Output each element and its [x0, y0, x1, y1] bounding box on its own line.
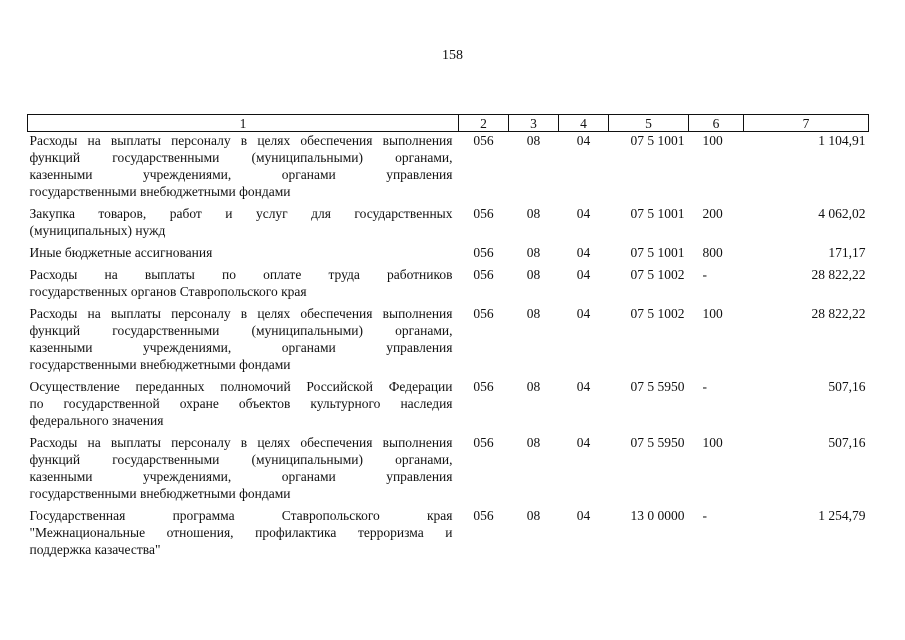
- subsection-code: 04: [576, 245, 591, 260]
- description-line: "Межнациональные отношения, профилактика терроризма и: [29, 525, 453, 540]
- target-article-code: 07 5 5950: [630, 435, 685, 450]
- section-code: 08: [526, 245, 541, 260]
- description-line: государственными внебюджетными фондами: [29, 357, 291, 372]
- section-code: 08: [526, 306, 541, 321]
- description-line: функций государственными (муниципальными) органами,: [29, 150, 453, 165]
- subsection-code: 04: [576, 267, 591, 282]
- row-description: [28, 266, 459, 305]
- amount: 4 062,02: [818, 206, 866, 221]
- amount: 507,16: [828, 379, 866, 394]
- section-code: 08: [526, 133, 541, 148]
- description-line: (муниципальных) нужд: [29, 223, 166, 238]
- subsection-code: 04: [576, 379, 591, 394]
- row-description: [28, 507, 459, 563]
- ministry-code: 056: [473, 245, 494, 260]
- column-header-6: 6: [689, 115, 744, 132]
- section-code: 08: [526, 508, 541, 523]
- description-line: Расходы на выплаты по оплате труда работников: [29, 267, 453, 282]
- description-line: казенными учреждениями, органами управления: [29, 167, 453, 182]
- table-row: [28, 266, 869, 305]
- target-article-code: 07 5 1001: [630, 206, 685, 221]
- description-line: казенными учреждениями, органами управления: [29, 340, 453, 355]
- subsection-code: 04: [576, 306, 591, 321]
- table-body: [28, 132, 869, 564]
- subsection-code: 04: [576, 435, 591, 450]
- column-header-7: 7: [744, 115, 869, 132]
- description-line: поддержка казачества": [29, 542, 161, 557]
- ministry-code: 056: [473, 206, 494, 221]
- expense-type-code: -: [702, 379, 707, 394]
- row-description: [28, 378, 459, 434]
- table-row: [28, 244, 869, 266]
- ministry-code: 056: [473, 267, 494, 282]
- description-line: по государственной охране объектов культурного наследия: [29, 396, 453, 411]
- expense-type-code: 100: [702, 435, 723, 450]
- section-code: 08: [526, 206, 541, 221]
- column-header-2: 2: [459, 115, 509, 132]
- description-line: государственных органов Ставропольского края: [29, 284, 307, 299]
- description-line: Расходы на выплаты персоналу в целях обеспечения выполнения: [29, 435, 453, 450]
- description-line: федерального значения: [29, 413, 164, 428]
- section-code: 08: [526, 435, 541, 450]
- description-line: Государственная программа Ставропольского края: [29, 508, 453, 523]
- expense-type-code: 100: [702, 306, 723, 321]
- table-row: [28, 378, 869, 434]
- column-header-5: 5: [609, 115, 689, 132]
- ministry-code: 056: [473, 508, 494, 523]
- description-line: Расходы на выплаты персоналу в целях обеспечения выполнения: [29, 133, 453, 148]
- budget-table: [27, 114, 869, 563]
- row-description: [28, 305, 459, 378]
- expense-type-code: 100: [702, 133, 723, 148]
- section-code: 08: [526, 379, 541, 394]
- description-line: функций государственными (муниципальными) органами,: [29, 452, 453, 467]
- amount: 507,16: [828, 435, 866, 450]
- expense-type-code: -: [702, 267, 707, 282]
- subsection-code: 04: [576, 206, 591, 221]
- table-row: [28, 305, 869, 378]
- table-row: [28, 434, 869, 507]
- ministry-code: 056: [473, 435, 494, 450]
- row-description: [28, 132, 459, 206]
- description-line: Иные бюджетные ассигнования: [29, 245, 213, 260]
- expense-type-code: 800: [702, 245, 723, 260]
- expense-type-code: -: [702, 508, 707, 523]
- subsection-code: 04: [576, 133, 591, 148]
- row-description: [28, 434, 459, 507]
- table-row: [28, 507, 869, 563]
- description-line: государственными внебюджетными фондами: [29, 486, 291, 501]
- ministry-code: 056: [473, 306, 494, 321]
- amount: 28 822,22: [811, 306, 866, 321]
- amount: 171,17: [828, 245, 866, 260]
- column-header-1: 1: [28, 115, 459, 132]
- target-article-code: 07 5 1002: [630, 306, 685, 321]
- table-row: [28, 132, 869, 206]
- row-description: [28, 244, 459, 266]
- expense-type-code: 200: [702, 206, 723, 221]
- column-header-4: 4: [559, 115, 609, 132]
- subsection-code: 04: [576, 508, 591, 523]
- section-code: 08: [526, 267, 541, 282]
- description-line: Закупка товаров, работ и услуг для государственных: [29, 206, 453, 221]
- target-article-code: 13 0 0000: [630, 508, 685, 523]
- description-line: функций государственными (муниципальными) органами,: [29, 323, 453, 338]
- description-line: Осуществление переданных полномочий Российской Федерации: [29, 379, 453, 394]
- description-line: государственными внебюджетными фондами: [29, 184, 291, 199]
- description-line: Расходы на выплаты персоналу в целях обеспечения выполнения: [29, 306, 453, 321]
- ministry-code: 056: [473, 133, 494, 148]
- target-article-code: 07 5 1001: [630, 133, 685, 148]
- table-row: [28, 205, 869, 244]
- amount: 1 104,91: [818, 133, 866, 148]
- page-number: 158: [442, 48, 463, 63]
- amount: 28 822,22: [811, 267, 866, 282]
- target-article-code: 07 5 5950: [630, 379, 685, 394]
- target-article-code: 07 5 1001: [630, 245, 685, 260]
- description-line: казенными учреждениями, органами управления: [29, 469, 453, 484]
- table-header-row: [28, 115, 869, 132]
- target-article-code: 07 5 1002: [630, 267, 685, 282]
- column-header-3: 3: [509, 115, 559, 132]
- amount: 1 254,79: [818, 508, 866, 523]
- row-description: [28, 205, 459, 244]
- ministry-code: 056: [473, 379, 494, 394]
